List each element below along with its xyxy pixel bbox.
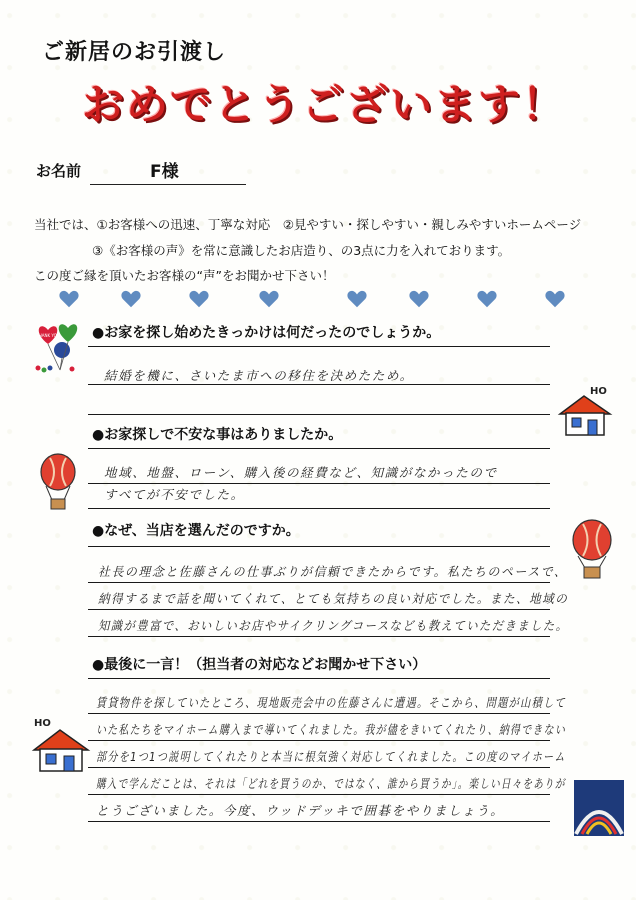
house-icon bbox=[30, 716, 94, 776]
customer-name: F様 bbox=[150, 162, 179, 182]
answer-rule bbox=[88, 582, 550, 583]
answer-rule bbox=[88, 767, 550, 768]
heart-icon bbox=[346, 288, 368, 310]
answer-rule bbox=[88, 483, 550, 484]
answer-rule bbox=[88, 713, 550, 714]
answer-rule bbox=[88, 448, 550, 449]
handwritten-answer-line: とうございました。今度、ウッドデッキで囲碁をやりましょう。 bbox=[96, 803, 505, 818]
answer-rule bbox=[88, 508, 550, 509]
answer-rule bbox=[88, 384, 550, 385]
answer-rule bbox=[88, 636, 550, 637]
page-title: おめでとうございます！ bbox=[82, 80, 567, 129]
handwritten-answer-line: すべてが不安でした。 bbox=[104, 487, 245, 502]
heart-icon bbox=[544, 288, 566, 310]
heart-icon bbox=[188, 288, 210, 310]
handwritten-answer-line: 部分を1つ1つ説明してくれたりと本当に根気強く対応してくれました。この度のマイホーム bbox=[96, 749, 566, 764]
heart-icon bbox=[476, 288, 498, 310]
svg-text:THANK YOU: THANK YOU bbox=[36, 333, 60, 338]
question-3: ●なぜ、当店を選んだのですか。 bbox=[92, 523, 300, 539]
answer-rule bbox=[88, 546, 550, 547]
hot-air-balloon-icon bbox=[36, 452, 82, 514]
answer-rule bbox=[88, 678, 550, 679]
heart-icon bbox=[408, 288, 430, 310]
handwritten-answer-line: 結婚を機に、さいたま市への移住を決めたため。 bbox=[104, 368, 414, 383]
answer-rule bbox=[88, 794, 550, 795]
handwritten-answer-line: 地域、地盤、ローン、購入後の経費など、知識がなかったので bbox=[104, 465, 498, 480]
answer-rule bbox=[88, 821, 550, 822]
intro-line-3: この度ご縁を頂いたお客様の“声”をお聞かせ下さい！ bbox=[34, 268, 335, 283]
name-label: お名前 bbox=[36, 162, 82, 180]
heart-icon bbox=[258, 288, 280, 310]
answer-rule bbox=[88, 740, 550, 741]
question-4: ●最後に一言！（担当者の対応などお聞かせ下さい） bbox=[92, 657, 427, 673]
question-1: ●お家を探し始めたきっかけは何だったのでしょうか。 bbox=[92, 325, 441, 341]
question-2: ●お家探しで不安な事はありましたか。 bbox=[92, 427, 343, 443]
heart-icon bbox=[58, 288, 80, 310]
answer-rule bbox=[88, 609, 550, 610]
svg-text:HO: HO bbox=[34, 718, 51, 729]
heart-icon bbox=[120, 288, 142, 310]
heart-row bbox=[58, 288, 578, 316]
hot-air-balloon-icon bbox=[566, 516, 618, 582]
handwritten-answer-line: 知識が豊富で、おいしいお店やサイクリングコースなども教えていただきました。 bbox=[98, 618, 569, 633]
name-underline bbox=[90, 184, 246, 185]
balloon-bouquet-icon bbox=[34, 318, 86, 376]
answer-rule bbox=[88, 414, 550, 415]
handwritten-answer-line: 納得するまで話を聞いてくれて、とても気持ちの良い対応でした。また、地域の bbox=[98, 591, 569, 606]
rainbow-icon bbox=[574, 780, 624, 836]
handwritten-answer-line: 購入で学んだことは、それは「どれを買うのか、ではなく、誰から買うか」。楽しい日々をありが bbox=[96, 776, 566, 791]
handwritten-answer-line: 賃貸物件を探していたところ、現地販売会中の佐藤さんに遭遇。そこから、問題が山積して bbox=[96, 695, 567, 710]
house-icon bbox=[556, 384, 616, 440]
answer-rule bbox=[88, 346, 550, 347]
intro-line-1: 当社では、①お客様への迅速、丁寧な対応 ②見やすい・探しやすい・親しみやすいホームページ bbox=[34, 217, 582, 232]
intro-line-2: ③《お客様の声》を常に意識したお店造り、の3点に力を入れております。 bbox=[92, 243, 511, 258]
svg-text:HO: HO bbox=[590, 386, 607, 397]
subtitle: ご新居のお引渡し bbox=[42, 40, 227, 65]
handwritten-answer-line: 社長の理念と佐藤さんの仕事ぶりが信頼できたからです。私たちのペースで、 bbox=[98, 564, 568, 579]
handwritten-answer-line: いた私たちをマイホーム購入まで導いてくれました。我が儘をきいてくれたり、納得できない bbox=[96, 722, 567, 737]
